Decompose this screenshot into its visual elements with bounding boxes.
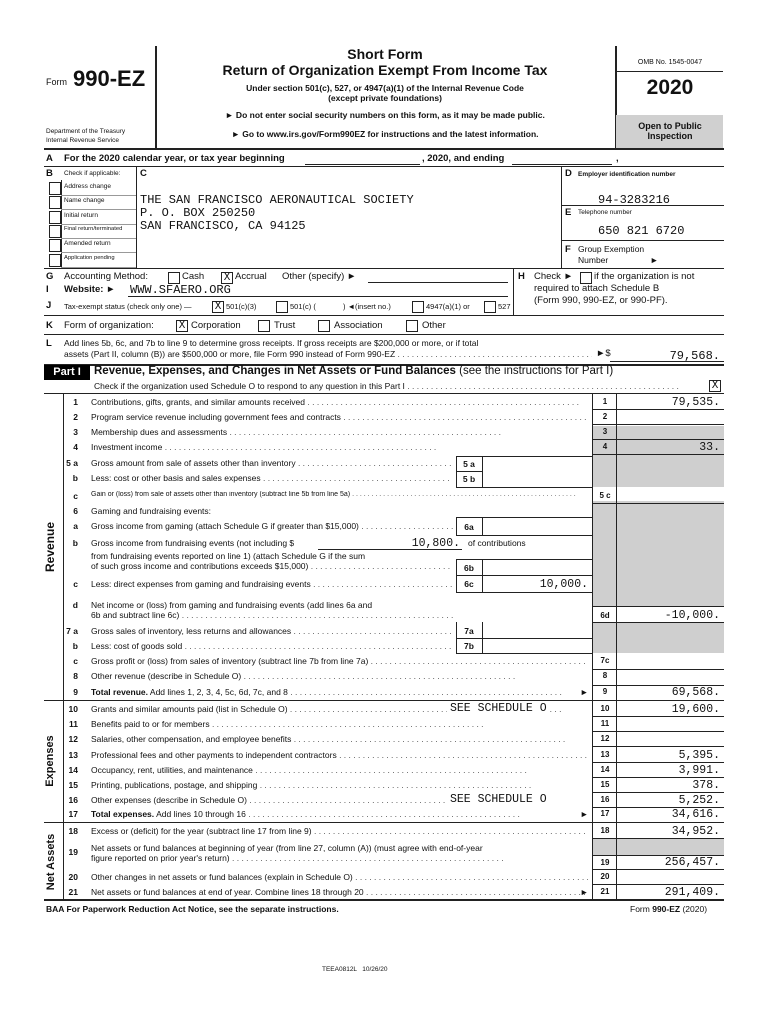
line-l10-description: Grants and similar amounts paid (list in Schedule O) . . . — [91, 704, 588, 714]
trust-label: Trust — [274, 320, 296, 331]
line-l13-box-label: 13 — [600, 750, 610, 759]
line-h-text-3: (Form 990, 990-EZ, or 990-PF). — [534, 295, 668, 306]
line-l1-box-label: 1 — [602, 397, 608, 406]
line-h-text-2: required to attach Schedule B — [534, 283, 660, 294]
form-code: TEEA0812L 10/26/20 — [322, 966, 388, 973]
part-i-title: Revenue, Expenses, and Changes in Net Assets or Fund Balances (see the instructions for Part I) — [94, 365, 614, 377]
line-l5c-box-label: 5 c — [599, 491, 611, 500]
line-l5c-number: c — [73, 491, 78, 501]
dept-treasury: Department of the Treasury — [46, 128, 126, 135]
501c-checkbox[interactable] — [276, 301, 288, 313]
corporation-label: Corporation — [191, 320, 241, 331]
b-option-checkbox[interactable] — [49, 211, 61, 224]
line-l9-value: 69,568. — [671, 686, 720, 699]
line-l13-number: 13 — [68, 750, 78, 760]
line-l6a-number: a — [73, 521, 78, 531]
line-a-text: For the 2020 calendar year, or tax year beginning — [64, 153, 285, 164]
line-l7a-inner-label: 7a — [464, 626, 474, 636]
line-l19-description: Net assets or fund balances at beginning of year (from line 27, column (A)) (must agree with end-of-year — [91, 843, 483, 853]
527-label: 527 — [498, 302, 511, 311]
4947-checkbox[interactable] — [412, 301, 424, 313]
section-f-arrow: ► — [650, 255, 659, 265]
line-l2-number: 2 — [73, 412, 78, 422]
line-a-end: , — [616, 153, 619, 164]
gross-receipts-value: 79,568. — [669, 349, 720, 363]
line-a-letter: A — [46, 153, 53, 164]
other-org-checkbox[interactable] — [406, 320, 418, 332]
line-l6c-description: Less: direct expenses from gaming and fundraising events . . . — [91, 579, 453, 589]
line-l3-box-label: 3 — [602, 427, 608, 436]
accrual-checkbox[interactable]: X — [221, 272, 233, 284]
line-l2-box-label: 2 — [602, 412, 608, 421]
line-l6a-description: Gross income from gaming (attach Schedule G if greater than $15,000) . . . — [91, 521, 453, 531]
line-l3-number: 3 — [73, 427, 78, 437]
line-l13-description: Professional fees and other payments to independent contractors . . . — [91, 750, 588, 760]
b-option-checkbox[interactable] — [49, 196, 61, 209]
line-l16-number: 16 — [68, 795, 78, 805]
line-a-mid: , 2020, and ending — [422, 153, 505, 164]
line-l5b-inner-label: 5 b — [462, 474, 476, 484]
schedule-o-checkbox[interactable]: X — [709, 380, 721, 392]
b-option-label: Amended return — [64, 240, 111, 248]
line-l2-description: Program service revenue including government fees and contracts . . . — [91, 412, 588, 422]
527-checkbox[interactable] — [484, 301, 496, 313]
line-l17-description: Total expenses. Add lines 10 through 16 . . . — [91, 809, 588, 819]
line-l11-number: 11 — [69, 719, 78, 729]
line-l14-description: Occupancy, rent, utilities, and maintenance . . . — [91, 765, 588, 775]
baa-notice: BAA For Paperwork Reduction Act Notice, see the separate instructions. — [46, 904, 339, 914]
line-l18-value: 34,952. — [671, 825, 720, 838]
line-l7b-inner-label: 7b — [464, 641, 474, 651]
line-l7c-box-label: 7c — [600, 656, 610, 665]
line-l7c-number: c — [73, 656, 78, 666]
line-l11-box-label: 11 — [600, 719, 610, 728]
line-l17-value: 34,616. — [671, 808, 720, 821]
line-l7b-number: b — [72, 641, 78, 651]
line-l6d-number: d — [72, 600, 78, 610]
b-option-checkbox[interactable] — [49, 254, 61, 267]
line-l6b-inner-label: 6b — [464, 563, 474, 573]
revenue-side-label: Revenue — [43, 521, 57, 573]
accrual-label: Accrual — [235, 271, 267, 282]
irs-label: Internal Revenue Service — [46, 137, 119, 144]
line-l6b-text-3: of such gross income and contributions exceeds $15,000) . . . — [91, 561, 453, 571]
line-l6-description: Gaming and fundraising events: — [91, 506, 212, 516]
line-l9-arrow: ► — [580, 687, 589, 697]
line-l4-number: 4 — [73, 442, 78, 452]
line-l6b-text-2: from fundraising events reported on line 1) (attach Schedule G if the sum — [91, 551, 366, 561]
501c3-label: 501(c)(3) — [226, 302, 257, 311]
ein-value: 94-3283216 — [598, 193, 671, 207]
line-l12-box-label: 12 — [600, 734, 610, 743]
line-l10-box-label: 10 — [600, 704, 610, 713]
part-i-check-text: Check if the organization used Schedule O to respond to any question in this Part I . . . — [94, 381, 706, 391]
line-l3-description: Membership dues and assessments . . . — [91, 427, 588, 437]
line-l14-value: 3,991. — [678, 764, 720, 777]
instructions-notice: ► Go to www.irs.gov/Form990EZ for instructions and the latest information. — [231, 129, 539, 139]
association-label: Association — [334, 320, 383, 331]
title-main: Return of Organization Exempt From Income Tax — [222, 62, 548, 78]
subtitle-section: Under section 501(c), 527, or 4947(a)(1) of the Internal Revenue Code — [246, 83, 524, 93]
line-g-letter: G — [46, 271, 54, 282]
line-l19-number: 19 — [68, 847, 78, 857]
line-l18-number: 18 — [68, 826, 78, 836]
line-l6d-box-label: 6d — [600, 611, 610, 620]
line-l-arrow: ►$ — [596, 348, 611, 359]
line-l6d-text-2: 6b and subtract line 6c) . . . — [91, 610, 587, 620]
omb-number: OMB No. 1545-0047 — [637, 59, 703, 66]
line-l16-note: SEE SCHEDULE O — [447, 793, 550, 806]
other-method-label: Other (specify) ► — [282, 271, 357, 282]
other-org-label: Other — [422, 320, 446, 331]
line-l10-number: 10 — [68, 704, 78, 714]
line-l15-value: 378. — [692, 779, 720, 792]
line-i-label: Website: ► — [64, 284, 116, 295]
phone-value: 650 821 6720 — [598, 224, 685, 238]
line-k-label: Form of organization: — [64, 320, 154, 331]
line-l19-value: 256,457. — [664, 856, 720, 869]
line-k-letter: K — [46, 320, 53, 331]
line-j-label: Tax-exempt status (check only one) — — [64, 302, 192, 311]
line-l9-number: 9 — [73, 687, 78, 697]
line-l5b-number: b — [72, 473, 78, 483]
b-option-checkbox[interactable] — [49, 225, 61, 238]
line-l1-value: 79,535. — [671, 396, 720, 409]
section-f-letter: F — [565, 244, 571, 255]
org-address: P. O. BOX 250250 — [140, 206, 256, 220]
line-l7a-number: 7 a — [66, 626, 78, 636]
line-i-letter: I — [46, 284, 49, 295]
subtitle-private: (except private foundations) — [328, 93, 442, 103]
part-i-tag: Part I — [44, 365, 90, 380]
line-l17-box-label: 17 — [600, 809, 610, 818]
line-l12-number: 12 — [68, 734, 78, 744]
line-l-text-2: assets (Part II, column (B)) are $500,000 or more, file Form 990 instead of Form 990-EZ . . . — [64, 349, 592, 359]
line-l19-box-label: 19 — [600, 858, 610, 867]
b-option-label: Final return/terminated — [64, 225, 123, 232]
section-d-letter: D — [565, 168, 572, 179]
line-l6-number: 6 — [73, 506, 78, 516]
line-l19-text-2: figure reported on prior year's return) . . . — [91, 853, 587, 863]
title-short-form: Short Form — [347, 46, 423, 62]
line-l9-box-label: 9 — [602, 687, 608, 696]
line-l6b-amount: 10,800. — [411, 537, 460, 550]
net-assets-side-label: Net Assets — [45, 833, 57, 891]
line-l8-box-label: 8 — [602, 671, 608, 680]
b-option-checkbox[interactable] — [49, 239, 61, 252]
section-b-letter: B — [46, 168, 53, 179]
line-l21-arrow: ► — [580, 887, 589, 897]
line-l13-value: 5,395. — [678, 749, 720, 762]
line-l21-number: 21 — [68, 887, 78, 897]
line-l5c-description: Gain or (loss) from sale of assets other than inventory (subtract line 5b from line 5a) . . . — [91, 491, 588, 498]
line-l6b-suffix: of contributions — [468, 538, 526, 548]
cash-label: Cash — [182, 271, 205, 282]
line-l4-value: 33. — [699, 441, 720, 454]
501c-insert-label: ) ◄(insert no.) — [343, 302, 391, 311]
line-l16-box-label: 16 — [600, 795, 610, 804]
form-number: 990-EZ — [73, 66, 146, 91]
line-g-label: Accounting Method: — [64, 271, 148, 282]
line-l17-arrow: ► — [580, 809, 589, 819]
line-l8-description: Other revenue (describe in Schedule O) . . . — [91, 671, 588, 681]
line-l14-number: 14 — [68, 765, 78, 775]
line-l16-description: Other expenses (describe in Schedule O) . . . — [91, 795, 588, 805]
line-l6c-number: c — [73, 579, 78, 589]
line-l1-number: 1 — [73, 397, 78, 407]
line-l18-description: Excess or (deficit) for the year (subtract line 17 from line 9) . . . — [91, 826, 588, 836]
line-l20-number: 20 — [68, 872, 78, 882]
form-label: Form — [46, 77, 67, 87]
section-f-label: Group Exemption — [578, 244, 645, 254]
line-l10-note: SEE SCHEDULE O — [447, 702, 550, 715]
section-e-letter: E — [565, 207, 572, 218]
line-l15-box-label: 15 — [600, 780, 610, 789]
line-l11-description: Benefits paid to or for members . . . — [91, 719, 588, 729]
501c3-checkbox[interactable]: X — [212, 301, 224, 313]
line-l7a-description: Gross sales of inventory, less returns and allowances . . . — [91, 626, 453, 636]
expenses-side-label: Expenses — [44, 735, 56, 787]
line-j-letter: J — [46, 300, 52, 311]
line-h-text: if the organization is not — [594, 271, 695, 282]
line-h-check: Check ► — [534, 271, 573, 282]
line-l4-description: Investment income . . . — [91, 442, 588, 452]
line-l21-value: 291,409. — [664, 886, 720, 899]
section-d-label: Employer identification number — [578, 171, 676, 178]
section-b-title: Check if applicable: — [64, 170, 121, 177]
line-l21-description: Net assets or fund balances at end of year. Combine lines 18 through 20 . . . — [91, 887, 588, 897]
line-l6d-description: Net income or (loss) from gaming and fundraising events (add lines 6a and — [91, 600, 373, 610]
b-option-label: Address change — [64, 183, 111, 190]
line-l10-value: 19,600. — [671, 703, 720, 716]
line-h-letter: H — [518, 271, 525, 282]
line-l7b-description: Less: cost of goods sold . . . — [91, 641, 453, 651]
line-l-text-1: Add lines 5b, 6c, and 7b to line 9 to determine gross receipts. If gross receipts are $200,000 or more, or if total — [64, 338, 479, 348]
b-option-label: Application pending — [64, 254, 115, 261]
org-name: THE SAN FRANCISCO AERONAUTICAL SOCIETY — [140, 193, 414, 207]
line-l5a-description: Gross amount from sale of assets other than inventory . . . — [91, 458, 451, 468]
line-l7c-description: Gross profit or (loss) from sales of inventory (subtract line 7b from line 7a) . . . — [91, 656, 588, 666]
line-l4-box-label: 4 — [602, 442, 608, 451]
line-l8-number: 8 — [73, 671, 78, 681]
line-l20-description: Other changes in net assets or fund balances (explain in Schedule O) . . . — [91, 872, 588, 882]
line-l15-number: 15 — [68, 780, 78, 790]
line-l15-description: Printing, publications, postage, and shipping . . . — [91, 780, 588, 790]
line-l6c-inner-label: 6c — [464, 579, 474, 589]
line-l17-number: 17 — [68, 809, 78, 819]
line-l18-box-label: 18 — [600, 826, 610, 835]
line-l6d-value: -10,000. — [664, 609, 720, 622]
line-l21-box-label: 21 — [600, 887, 610, 896]
line-l5a-inner-label: 5 a — [463, 459, 475, 469]
line-l6a-inner-label: 6a — [464, 522, 474, 532]
line-l14-box-label: 14 — [600, 765, 610, 774]
line-l9-description: Total revenue. Add lines 1, 2, 3, 4, 5c, 6d, 7c, and 8 . . . — [91, 687, 588, 697]
501c-label: 501(c) ( — [290, 302, 316, 311]
section-e-label: Telephone number — [578, 209, 632, 216]
line-l5b-description: Less: cost or other basis and sales expenses . . . — [91, 473, 451, 483]
line-l-letter: L — [46, 338, 52, 349]
line-l5a-number: 5 a — [66, 458, 78, 468]
line-l6b-description: Gross income from fundraising events (not including $ — [91, 538, 295, 548]
b-option-label: Initial return — [64, 211, 98, 219]
line-l12-description: Salaries, other compensation, and employee benefits . . . — [91, 734, 588, 744]
org-city: SAN FRANCISCO, CA 94125 — [140, 219, 306, 233]
trust-checkbox[interactable] — [258, 320, 270, 332]
form-reference: Form 990-EZ (2020) — [630, 904, 708, 914]
line-l16-value: 5,252. — [678, 794, 720, 807]
b-option-label: Name change — [64, 197, 105, 205]
website-value: WWW.SFAERO.ORG — [130, 283, 231, 297]
line-l6b-number: b — [72, 538, 78, 548]
section-f-label2: Number — [578, 255, 609, 265]
line-l20-box-label: 20 — [600, 872, 610, 881]
b-option-checkbox[interactable] — [49, 182, 61, 195]
open-to-public: Open to Public Inspection — [638, 121, 702, 141]
corporation-checkbox[interactable]: X — [176, 320, 188, 332]
ssn-notice: ► Do not enter social security numbers on this form, as it may be made public. — [225, 110, 545, 120]
line-l6c-value: 10,000. — [539, 578, 588, 591]
section-c-letter: C — [140, 168, 147, 179]
4947-label: 4947(a)(1) or — [426, 302, 470, 311]
association-checkbox[interactable] — [318, 320, 330, 332]
tax-year: 2020 — [646, 76, 694, 99]
line-l1-description: Contributions, gifts, grants, and similar amounts received . . . — [91, 397, 588, 407]
